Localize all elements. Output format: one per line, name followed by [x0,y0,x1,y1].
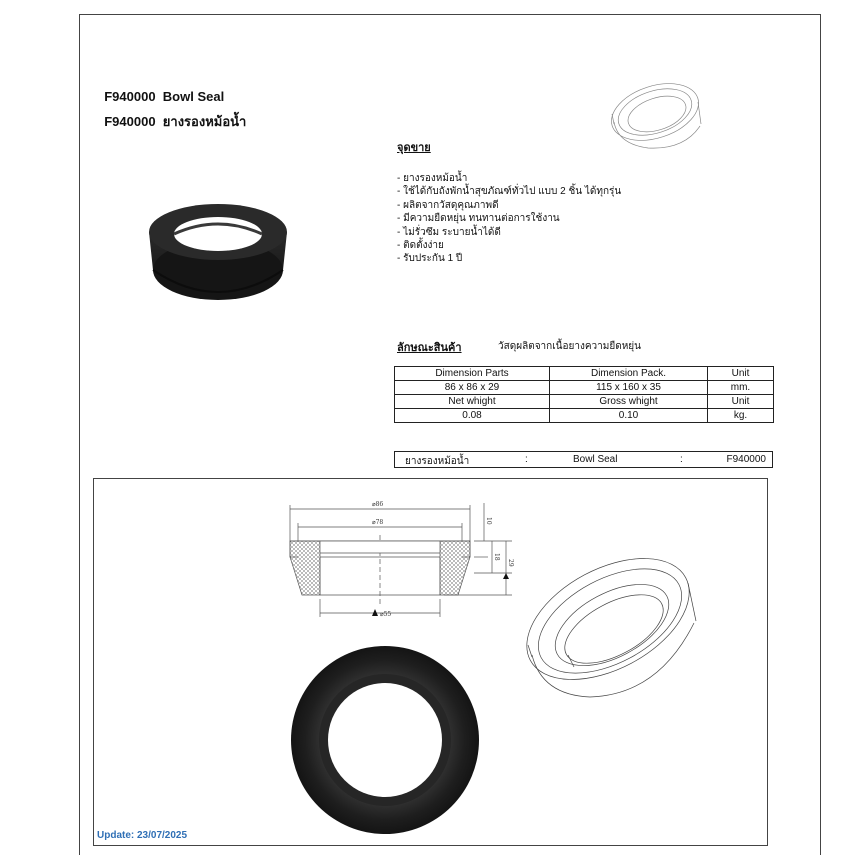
list-item: - รับประกัน 1 ปี [397,253,463,265]
list-item: - มีความยืดหยุ่น ทนทานต่อการใช้งาน [397,213,560,225]
cross-section-drawing [280,495,520,630]
table-row [395,409,774,423]
code-strip-english-name: Bowl Seal [573,454,618,465]
spec-table [394,366,774,423]
list-item: - ผลิตจากวัสดุคุณภาพดี [397,199,499,211]
table-cell: kg. [708,409,774,423]
table-header-cell: Dimension Pack. [550,367,708,381]
properties-value: วัสดุผลิตจากเนื้อยางความยืดหยุ่น [498,341,641,352]
seal-product-photo [143,192,293,307]
list-item: - ไม่รั่วซึม ระบายน้ำได้ดี [397,226,501,238]
table-header-row [395,395,774,409]
table-header-cell: Net whight [395,395,550,409]
product-code-strip [394,451,773,468]
table-header-cell: Dimension Parts [395,367,550,381]
table-header-row [395,367,774,381]
table-cell: 86 x 86 x 29 [395,381,550,395]
product-name-th: ยางรองหม้อน้ำ [162,114,247,129]
dimension-hmid-label: 18 [493,553,500,561]
table-row [395,381,774,395]
table-cell: mm. [708,381,774,395]
dimension-outer-label: ⌀86 [372,501,384,508]
table-header-cell: Unit [708,367,774,381]
code-strip-thai-name: ยางรองหม้อน้ำ [405,456,470,467]
table-cell: 0.10 [550,409,708,423]
seal-line-art-thumbnail [600,78,710,158]
code-strip-separator: : [680,454,683,465]
selling-points-list [397,172,621,266]
update-date: Update: 23/07/2025 [97,830,188,841]
product-name-en: Bowl Seal [162,89,225,104]
product-code: F940000 [104,114,156,129]
code-strip-code: F940000 [726,454,766,465]
table-header-cell: Gross whight [550,395,708,409]
dimension-htop-label: 10 [485,517,492,525]
seal-isometric-line-art [508,545,708,715]
table-header-cell: Unit [708,395,774,409]
code-strip-separator: : [525,454,528,465]
dimension-htotal-label: 29 [507,559,514,567]
list-item: - ใช้ได้กับถังพักน้ำสุขภัณฑ์ทั่วไป แบบ 2 ชิ้น ได้ทุกรุ่น [397,186,622,198]
table-cell: 0.08 [395,409,550,423]
dimension-bottom-label: ⌀55 [380,611,392,618]
product-code: F940000 [104,89,156,104]
list-item: - ติดตั้งง่าย [397,240,444,252]
table-cell: 115 x 160 x 35 [550,381,708,395]
dimension-inner-label: ⌀78 [372,519,384,526]
seal-top-view-photo [285,640,485,840]
selling-points-title: จุดขาย [397,142,431,154]
product-title-th [97,96,246,132]
list-item: - ยางรองหม้อน้ำ [397,173,468,184]
properties-title: ลักษณะสินค้า [397,342,462,354]
